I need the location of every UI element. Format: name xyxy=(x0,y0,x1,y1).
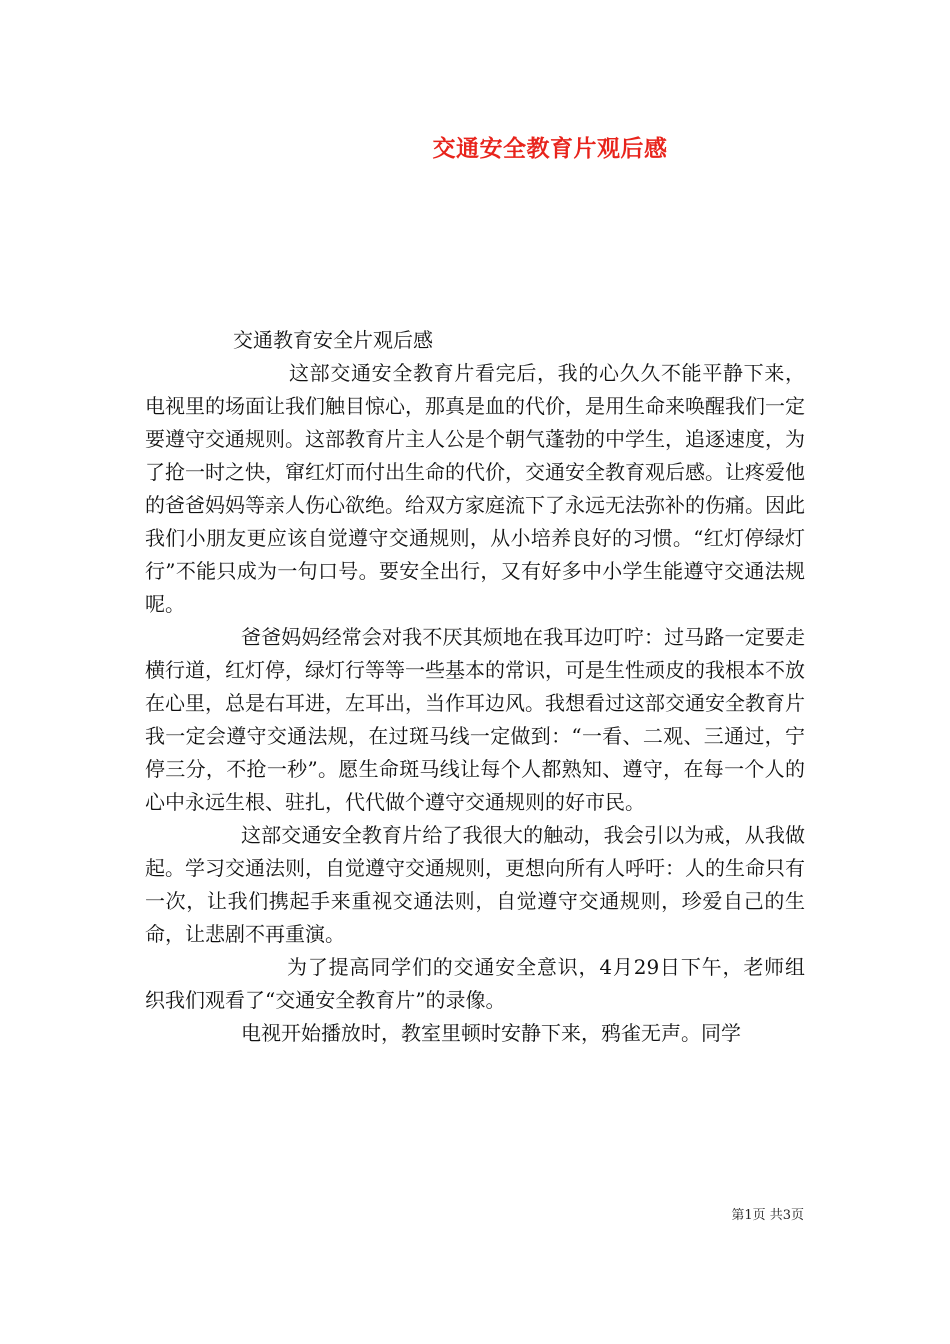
paragraph: 为了提高同学们的交通安全意识，4月29日下午，老师组织我们观看了“交通安全教育片”的录像。 xyxy=(145,955,805,1012)
paragraph: 这部交通安全教育片看完后，我的心久久不能平静下来，电视里的场面让我们触目惊心，那真是血的代价，是用生命来唤醒我们一定要遵守交通规则。这部教育片主人公是个朝气蓬勃的中学生，追逐速度，为了抢一时之快，窜红灯而付出生命的代价，交通安全教育观后感。让疼爱他的爸爸妈妈等亲人伤心欲绝。给双方家庭流下了永远无法弥补的伤痛。因此我们小朋友更应该自觉遵守交通规则，从小培养良好的习惯。“红灯停绿灯行”不能只成为一句口号。要安全出行，又有好多中小学生能遵守交通法规呢。 xyxy=(145,361,805,616)
document-title: 交通安全教育片观后感 xyxy=(432,135,668,162)
paragraph: 爸爸妈妈经常会对我不厌其烦地在我耳边叮咛：过马路一定要走横行道，红灯停，绿灯行等等一些基本的常识，可是生性顽皮的我根本不放在心里，总是右耳进，左耳出，当作耳边风。我想看过这部交通安全教育片我一定会遵守交通法规，在过斑马线一定做到：“一看、二观、三通过，宁停三分，不抢一秒”。愿生命斑马线让每个人都熟知、遵守，在每一个人的心中永远生根、驻扎，代代做个遵守交通规则的好市民。 xyxy=(145,625,805,814)
paragraph: 电视开始播放时，教室里顿时安静下来，鸦雀无声。同学 xyxy=(241,1021,741,1045)
paragraph: 这部交通安全教育片给了我很大的触动，我会引以为戒，从我做起。学习交通法则，自觉遵守交通规则，更想向所有人呼吁：人的生命只有一次，让我们携起手来重视交通法则，自觉遵守交通规则，珍爱自己的生命，让悲剧不再重演。 xyxy=(145,823,805,946)
document-subtitle: 交通教育安全片观后感 xyxy=(233,328,433,352)
page-number: 第1页 共3页 xyxy=(731,1208,804,1223)
document-body xyxy=(145,324,805,1050)
